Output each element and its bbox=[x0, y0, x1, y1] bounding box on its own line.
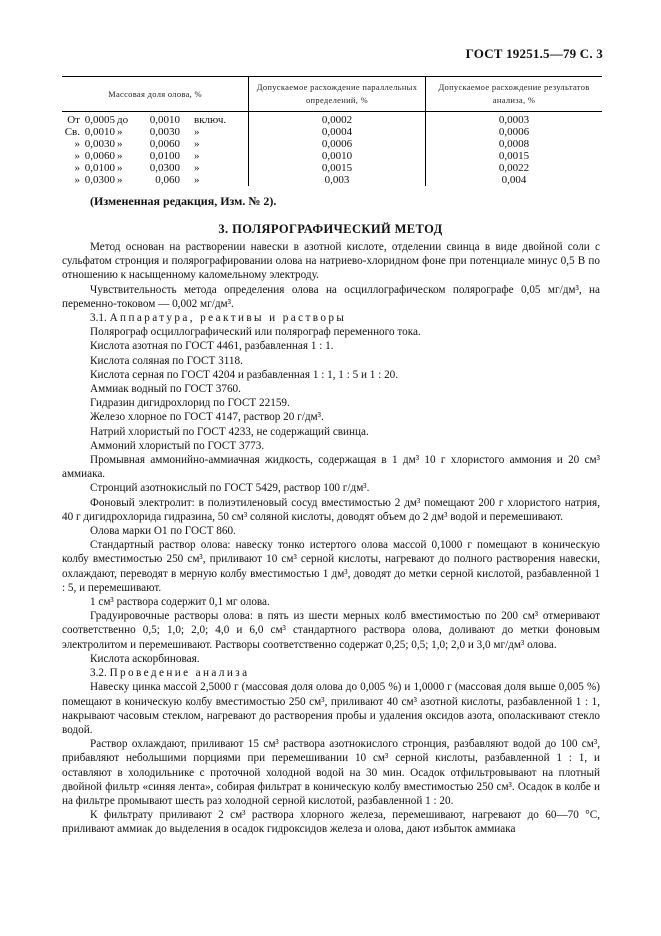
cell-tin-fraction bbox=[62, 174, 249, 186]
amendment-note: (Измененная редакция, Изм. № 2). bbox=[90, 194, 277, 208]
column-header-results: Допускаемое расхождение результатов анализа, % bbox=[426, 77, 603, 112]
paragraph: Натрий хлористый по ГОСТ 4233, не содержащий свинца. bbox=[90, 425, 369, 438]
range-prefix: » bbox=[74, 174, 80, 186]
table-row bbox=[62, 162, 602, 174]
page-header: ГОСТ 19251.5—79 С. 3 bbox=[465, 46, 603, 61]
range-to: 0,0300 bbox=[149, 162, 180, 174]
range-prefix: » bbox=[74, 138, 80, 150]
range-to: 0,0100 bbox=[149, 150, 180, 162]
subsection-number: 3.2. bbox=[90, 667, 107, 680]
table-row bbox=[62, 112, 602, 127]
section-title: 3. ПОЛЯРОГРАФИЧЕСКИЙ МЕТОД bbox=[218, 222, 443, 236]
cell-results-tolerance: 0,004 bbox=[426, 174, 603, 186]
range-prefix: Св. bbox=[64, 126, 80, 138]
range-to: 0,0030 bbox=[149, 126, 180, 138]
column-header-parallel: Допускаемое расхождение параллельных определений, % bbox=[249, 77, 426, 112]
paragraph: Кислота соляная по ГОСТ 3118. bbox=[90, 354, 243, 367]
paragraph: Аммиак водный по ГОСТ 3760. bbox=[90, 383, 241, 396]
cell-tin-fraction bbox=[62, 150, 249, 162]
range-to-word: » bbox=[117, 174, 123, 186]
cell-tin-fraction bbox=[62, 112, 249, 127]
tolerance-table bbox=[62, 76, 602, 186]
table-row bbox=[62, 150, 602, 162]
range-to-word: до bbox=[117, 114, 129, 126]
paragraph: Градуировочные растворы олова: в пять из шести мерных колб вместимостью по 200 см³ отмеривают соответственно 0,5; 1,0; 2,0; 4,0 и 6,0 см³ стандартного раствора олова, доливают до метки фоновым электролитом и перемешивают. Растворы соответственно содержат 0,25; 0,5; 1,0; 2,0 и 3,0 мг/дм³ олова. bbox=[62, 610, 600, 651]
paragraph: Метод основан на растворении навески в азотной кислоте, отделении свинца в виде двойной соли с сульфатом стронция и полярографировании олова на натриево-хлоридном фоне при потенциале минус 0,5 В по отношению к насыщенному каломельному электроду. bbox=[62, 241, 600, 282]
range-to-word: » bbox=[117, 162, 123, 174]
cell-parallel-tolerance: 0,0004 bbox=[249, 126, 426, 138]
body-text bbox=[62, 240, 600, 837]
range-to-word: » bbox=[117, 150, 123, 162]
cell-results-tolerance: 0,0015 bbox=[426, 150, 603, 162]
paragraph: Кислота азотная по ГОСТ 4461, разбавленная 1 : 1. bbox=[90, 340, 334, 353]
column-header-tin-fraction: Массовая доля олова, % bbox=[62, 77, 249, 112]
subsection-number: 3.1. bbox=[90, 312, 107, 325]
cell-results-tolerance: 0,0008 bbox=[426, 138, 603, 150]
range-prefix: » bbox=[74, 162, 80, 174]
paragraph: Аммоний хлористый по ГОСТ 3773. bbox=[90, 439, 265, 452]
paragraph: Фоновый электролит: в полиэтиленовый сосуд вместимостью 2 дм³ помещают 200 г хлористого натрия, 40 г дигидрохлорида гидразина, 50 см³ соляной кислоты, доводят объем до 2 дм³ водой и перемешивают. bbox=[62, 496, 600, 523]
cell-results-tolerance: 0,0022 bbox=[426, 162, 603, 174]
range-to: 0,0060 bbox=[149, 138, 180, 150]
range-from: 0,0060 bbox=[84, 150, 115, 162]
range-end: » bbox=[194, 138, 200, 150]
paragraph: 1 см³ раствора содержит 0,1 мг олова. bbox=[90, 596, 270, 609]
cell-results-tolerance: 0,0006 bbox=[426, 126, 603, 138]
range-from: 0,0300 bbox=[84, 174, 115, 186]
cell-parallel-tolerance: 0,0010 bbox=[249, 150, 426, 162]
range-end: » bbox=[194, 150, 200, 162]
paragraph: Кислота аскорбиновая. bbox=[90, 652, 200, 665]
cell-parallel-tolerance: 0,0002 bbox=[249, 112, 426, 127]
paragraph: Навеску цинка массой 2,5000 г (массовая доля олова до 0,005 %) и 1,0000 г (массовая доля выше 0,005 %) помещают в коническую колбу вместимостью 250 см³, приливают 40 см³ азотной кислоты, разбавленной 1 : 1, накрывают часовым стеклом, нагревают до растворения пробы и удаления оксидов азота, ополаскивают стекло водой. bbox=[62, 681, 600, 736]
range-prefix: От bbox=[67, 114, 80, 126]
range-end: » bbox=[194, 126, 200, 138]
subsection-title: Проведение анализа bbox=[109, 667, 250, 680]
table-header-row bbox=[62, 77, 602, 112]
paragraph: Гидразин дигидрохлорид по ГОСТ 22159. bbox=[90, 397, 290, 410]
range-from: 0,0010 bbox=[84, 126, 115, 138]
paragraph: Стронций азотнокислый по ГОСТ 5429, раствор 100 г/дм³. bbox=[90, 482, 370, 495]
cell-results-tolerance: 0,0003 bbox=[426, 112, 603, 127]
paragraph: Чувствительность метода определения олова на осциллографическом полярографе 0,05 мг/дм³, на переменно-токовом — 0,002 мг/дм³. bbox=[62, 283, 600, 310]
range-to: 0,0010 bbox=[149, 114, 180, 126]
subsection-title: Аппаратура, реактивы и растворы bbox=[109, 312, 347, 325]
paragraph: Промывная аммонийно-аммиачная жидкость, содержащая в 1 дм³ 10 г хлористого аммония и 20 см³ аммиака. bbox=[62, 454, 600, 481]
range-to-word: » bbox=[117, 138, 123, 150]
table-row bbox=[62, 174, 602, 186]
range-end: включ. bbox=[194, 114, 227, 126]
paragraph: Стандартный раствор олова: навеску тонко истертого олова массой 0,1000 г помещают в коническую колбу вместимостью 250 см³, приливают 10 см³ серной кислоты, нагревают до полного растворения навески, охлаждают, переводят в мерную колбу вместимостью 1 дм³, доводят до метки серной кислотой, разбавленной 1 : 5, и перемешивают. bbox=[62, 539, 600, 594]
paragraph: К фильтрату приливают 2 см³ раствора хлорного железа, перемешивают, нагревают до 60—70 °С, приливают аммиак до выделения в осадок гидроксидов железа и олова, дают избыток аммиака bbox=[62, 809, 600, 836]
range-prefix: » bbox=[74, 150, 80, 162]
range-end: » bbox=[194, 162, 200, 174]
range-from: 0,0005 bbox=[84, 114, 115, 126]
table-row bbox=[62, 138, 602, 150]
cell-parallel-tolerance: 0,003 bbox=[249, 174, 426, 186]
table-row bbox=[62, 126, 602, 138]
paragraph: Полярограф осциллографический или полярограф переменного тока. bbox=[90, 326, 421, 339]
paragraph: Железо хлорное по ГОСТ 4147, раствор 20 г/дм³. bbox=[90, 411, 324, 424]
cell-tin-fraction bbox=[62, 126, 249, 138]
paragraph: Кислота серная по ГОСТ 4204 и разбавленная 1 : 1, 1 : 5 и 1 : 20. bbox=[90, 368, 399, 381]
cell-parallel-tolerance: 0,0015 bbox=[249, 162, 426, 174]
range-to-word: » bbox=[117, 126, 123, 138]
paragraph: Олова марки О1 по ГОСТ 860. bbox=[90, 525, 236, 538]
paragraph: Раствор охлаждают, приливают 15 см³ раствора азотнокислого стронция, разбавляют водой до 100 см³, прибавляют небольшими порциями при перемешивании 10 см³ серной кислоты, разбавленной 1 : 1, и оставляют в холодильнике с проточной холодной водой на 30 мин. Осадок отфильтровывают на плотный двойной фильтр «синяя лента», собирая фильтрат в коническую колбу вместимостью 250 см³. Осадок в колбе и на фильтре промывают шесть раз холодной серной кислотой, разбавленной 1 : 20. bbox=[62, 738, 600, 807]
subsection-heading bbox=[62, 311, 600, 325]
cell-tin-fraction bbox=[62, 138, 249, 150]
cell-tin-fraction bbox=[62, 162, 249, 174]
subsection-heading bbox=[62, 666, 600, 680]
range-to: 0,060 bbox=[155, 174, 180, 186]
range-from: 0,0100 bbox=[84, 162, 115, 174]
cell-parallel-tolerance: 0,0006 bbox=[249, 138, 426, 150]
range-end: » bbox=[194, 174, 200, 186]
range-from: 0,0030 bbox=[84, 138, 115, 150]
